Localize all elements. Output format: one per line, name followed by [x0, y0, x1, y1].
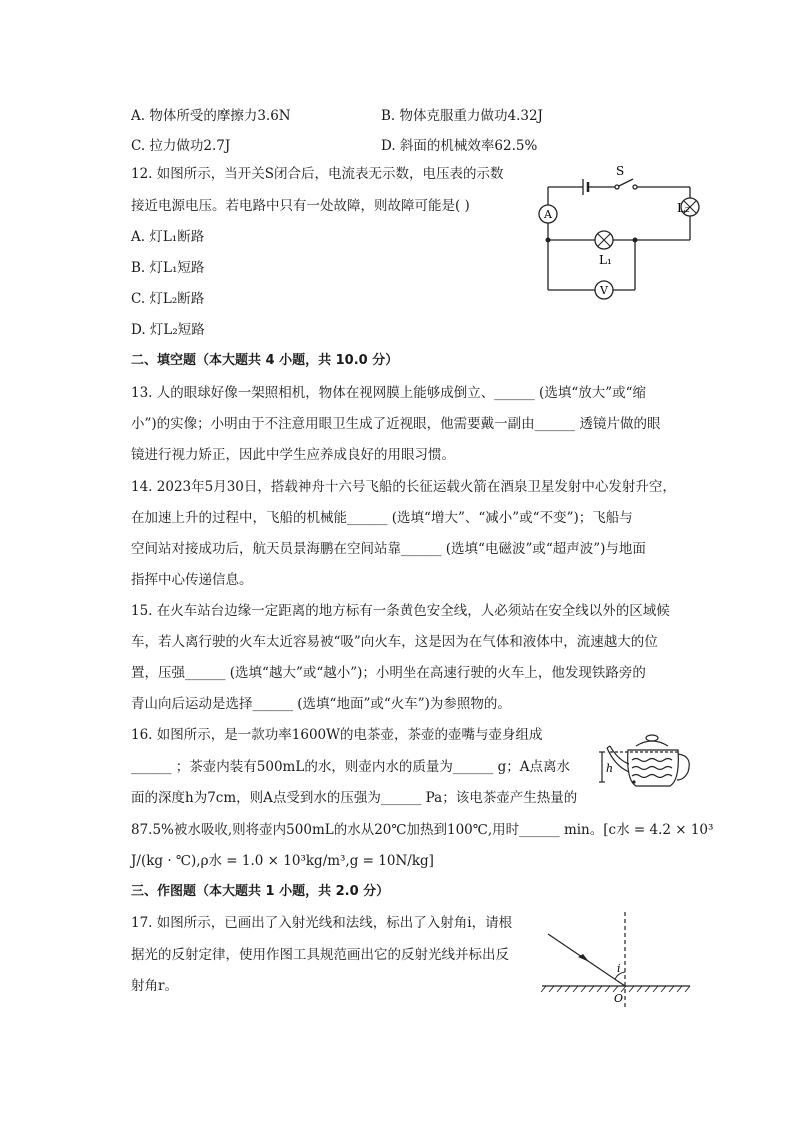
q16-line-3: 面的深度h为7cm，则A点受到水的压强为______ Pa；该电茶壶产生热量的 — [131, 790, 578, 806]
q14-line-2: 在加速上升的过程中，飞船的机械能______ (选填“增大”、“减小”或“不变”)；飞船与 — [131, 510, 633, 526]
lamp-l1-label: L₁ — [599, 253, 612, 267]
point-a-marker — [632, 780, 635, 783]
voltmeter-symbol — [595, 281, 613, 299]
q12-line-2: 接近电源电压。若电路中只有一处故障，则故障可能是( ) — [131, 198, 470, 214]
q15-line-4: 青山向后运动是选择______ (选填“地面”或“火车”)为参照物的。 — [131, 696, 511, 712]
q15-line-3: 置，压强______ (选填“越大”或“越小”)；小明坐在高速行驶的火车上，他发现铁路旁的 — [131, 665, 646, 681]
section-heading-drawing: 三、作图题（本大题共 1 小题，共 2.0 分） — [131, 884, 390, 899]
switch-label: S — [616, 164, 625, 178]
section-heading-fill-blank: 二、填空题（本大题共 4 小题，共 10.0 分） — [131, 353, 399, 368]
q12-line-1: 12. 如图所示，当开关S闭合后，电流表无示数，电压表的示数 — [131, 166, 504, 182]
q11-option-c: C. 拉力做功2.7J — [131, 138, 231, 154]
reflection-figure — [540, 910, 692, 1010]
depth-label: h — [606, 762, 614, 775]
q16-line-1: 16. 如图所示，是一款功率1600W的电茶壶，茶壶的壶嘴与壶身组成 — [131, 727, 543, 743]
q14-line-1: 14. 2023年5月30日，搭载神舟十六号飞船的长征运载火箭在酒泉卫星发射中心发射升空， — [131, 479, 676, 495]
teapot-figure — [598, 730, 694, 794]
svg-text:A: A — [544, 208, 552, 221]
q12-option-c: C. 灯L₂断路 — [131, 291, 205, 307]
q14-line-3: 空间站对接成功后，航天员景海鹏在空间站靠______ (选填“电磁波”或“超声波”)与地面 — [131, 541, 646, 557]
ammeter-symbol — [539, 205, 557, 223]
q16-line-2: ______ ；茶壶内装有500mL的水，则壶内水的质量为______ g；A点离水 — [131, 759, 571, 775]
q17-line-1: 17. 如图所示，已画出了入射光线和法线，标出了入射角i，请根 — [131, 915, 513, 931]
q16-line-5: J/(kg · ℃),ρ水 = 1.0 × 10³kg/m³,g = 10N/kg] — [131, 853, 434, 869]
q14-line-4: 指挥中心传递信息。 — [131, 572, 253, 588]
q17-line-2: 据光的反射定律，使用作图工具规范画出它的反射光线并标出反 — [131, 947, 509, 963]
q15-line-2: 车，若人离行驶的火车太近容易被“吸”向火车，这是因为在气体和液体中，流速越大的位 — [131, 634, 658, 650]
q12-option-a: A. 灯L₁断路 — [131, 229, 205, 245]
q15-line-1: 15. 在火车站台边缘一定距离的地方标有一条黄色安全线，人必须站在安全线以外的区域候 — [131, 603, 670, 619]
q11-option-d: D. 斜面的机械效率62.5% — [381, 138, 538, 154]
q11-option-a: A. 物体所受的摩擦力3.6N — [131, 108, 291, 124]
q12-option-d: D. 灯L₂短路 — [131, 322, 205, 338]
q11-option-b: B. 物体克服重力做功4.32J — [381, 108, 543, 124]
incident-angle-label: i — [617, 962, 621, 975]
q13-line-2: 小”)的实像；小明由于不注意用眼卫生成了近视眼，他需要戴一副由______ 透镜片做的眼 — [131, 416, 661, 432]
junction-dot — [546, 238, 551, 243]
origin-label: O — [614, 992, 624, 1005]
q13-line-3: 镜进行视力矫正，因此中学生应养成良好的用眼习惯。 — [131, 447, 455, 463]
svg-text:V: V — [600, 284, 608, 297]
q13-line-1: 13. 人的眼球好像一架照相机，物体在视网膜上能够成倒立、______ (选填“放大”或“缩 — [131, 385, 647, 401]
q12-option-b: B. 灯L₁短路 — [131, 260, 205, 276]
junction-dot — [633, 238, 638, 243]
lamp-l2-label: L₂ — [677, 201, 690, 215]
q17-line-3: 射角r。 — [131, 978, 178, 994]
circuit-diagram — [530, 160, 710, 300]
q16-line-4: 87.5%被水吸收,则将壶内500mL的水从20℃加热到100℃,用时______ min。[c水 = 4.2 × 10³ — [131, 822, 714, 838]
lamp-l1-symbol — [595, 231, 613, 249]
